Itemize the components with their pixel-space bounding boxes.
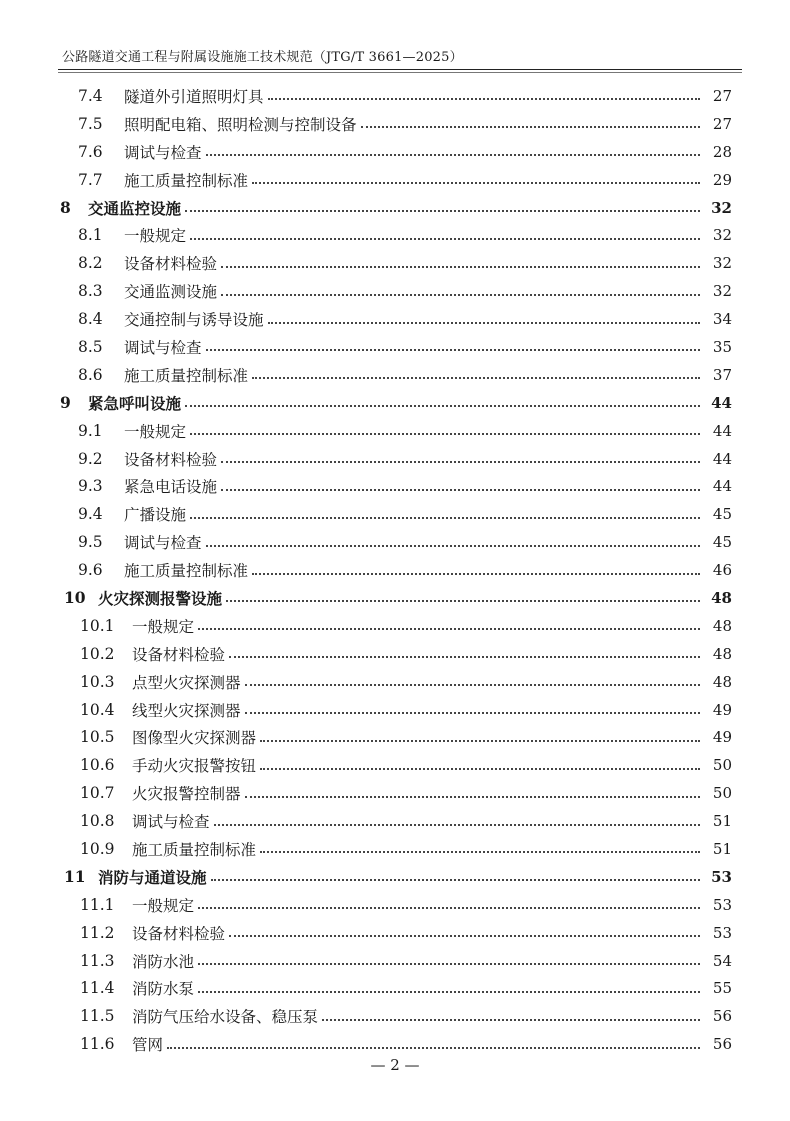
toc-entry-number: 7.7 bbox=[78, 170, 103, 189]
toc-section-entry[interactable] bbox=[0, 723, 790, 751]
toc-entry-title: 施工质量控制标准 bbox=[132, 840, 257, 859]
toc-dot-leader bbox=[268, 321, 700, 324]
toc-section-entry[interactable] bbox=[0, 333, 790, 361]
toc-dot-leader bbox=[361, 125, 700, 128]
toc-section-entry[interactable] bbox=[0, 166, 790, 194]
toc-entry-title: 调试与检查 bbox=[124, 534, 202, 553]
toc-section-entry[interactable] bbox=[0, 975, 790, 1003]
toc-entry-title: 一般规定 bbox=[124, 422, 187, 441]
toc-section-entry[interactable] bbox=[0, 668, 790, 696]
toc-entry-title: 照明配电箱、照明检测与控制设备 bbox=[124, 115, 357, 134]
toc-entry-page: 29 bbox=[712, 170, 732, 189]
toc-entry-number: 10.1 bbox=[80, 616, 115, 635]
toc-section-entry[interactable] bbox=[0, 500, 790, 528]
toc-entry-number: 9.1 bbox=[78, 421, 103, 440]
toc-entry-page: 53 bbox=[712, 895, 732, 914]
toc-section-entry[interactable] bbox=[0, 472, 790, 500]
running-header: 公路隧道交通工程与附属设施施工技术规范（JTG/T 3661—2025） bbox=[62, 50, 463, 65]
toc-dot-leader bbox=[190, 237, 700, 240]
toc-entry-page: 32 bbox=[712, 282, 732, 301]
toc-section-entry[interactable] bbox=[0, 249, 790, 277]
toc-dot-leader bbox=[221, 488, 700, 491]
toc-entry-number: 8.6 bbox=[78, 365, 103, 384]
toc-entry-page: 49 bbox=[712, 728, 732, 747]
toc-entry-page: 56 bbox=[712, 1035, 732, 1054]
toc-dot-leader bbox=[252, 572, 700, 575]
toc-section-entry[interactable] bbox=[0, 277, 790, 305]
table-of-contents bbox=[0, 82, 790, 1058]
toc-chapter-entry[interactable] bbox=[0, 863, 790, 891]
toc-dot-leader bbox=[229, 934, 700, 937]
toc-entry-title: 线型火灾探测器 bbox=[132, 701, 241, 720]
toc-section-entry[interactable] bbox=[0, 361, 790, 389]
toc-entry-number: 9.4 bbox=[78, 505, 103, 524]
toc-entry-title: 一般规定 bbox=[124, 227, 187, 246]
toc-entry-page: 44 bbox=[712, 477, 732, 496]
toc-section-entry[interactable] bbox=[0, 1030, 790, 1058]
toc-dot-leader bbox=[260, 850, 700, 853]
toc-dot-leader bbox=[245, 683, 700, 686]
toc-dot-leader bbox=[221, 265, 700, 268]
toc-entry-page: 50 bbox=[712, 784, 732, 803]
toc-entry-title: 交通监测设施 bbox=[124, 283, 218, 302]
toc-section-entry[interactable] bbox=[0, 82, 790, 110]
toc-entry-title: 点型火灾探测器 bbox=[132, 673, 241, 692]
toc-entry-page: 50 bbox=[712, 756, 732, 775]
toc-entry-page: 45 bbox=[712, 505, 732, 524]
toc-entry-number: 9.3 bbox=[78, 477, 103, 496]
toc-section-entry[interactable] bbox=[0, 779, 790, 807]
toc-entry-title: 调试与检查 bbox=[124, 143, 202, 162]
toc-entry-number: 11.2 bbox=[80, 923, 115, 942]
toc-entry-title: 交通监控设施 bbox=[88, 198, 182, 218]
toc-dot-leader bbox=[198, 906, 700, 909]
toc-dot-leader bbox=[268, 97, 700, 100]
toc-dot-leader bbox=[322, 1018, 700, 1021]
toc-entry-number: 10.8 bbox=[80, 812, 115, 831]
toc-dot-leader bbox=[198, 990, 700, 993]
toc-entry-page: 53 bbox=[711, 867, 732, 886]
toc-section-entry[interactable] bbox=[0, 445, 790, 473]
toc-entry-number: 8.1 bbox=[78, 226, 103, 245]
toc-dot-leader bbox=[260, 739, 700, 742]
toc-chapter-entry[interactable] bbox=[0, 389, 790, 417]
toc-chapter-entry[interactable] bbox=[0, 584, 790, 612]
toc-entry-page: 44 bbox=[711, 393, 732, 412]
toc-entry-title: 施工质量控制标准 bbox=[124, 171, 249, 190]
toc-entry-number: 10.2 bbox=[80, 644, 115, 663]
toc-entry-title: 隧道外引道照明灯具 bbox=[124, 87, 264, 106]
page-number: — 2 — bbox=[370, 1056, 420, 1074]
toc-entry-title: 施工质量控制标准 bbox=[124, 562, 249, 581]
toc-section-entry[interactable] bbox=[0, 138, 790, 166]
toc-dot-leader bbox=[190, 516, 700, 519]
toc-entry-title: 交通控制与诱导设施 bbox=[124, 311, 264, 330]
toc-section-entry[interactable] bbox=[0, 947, 790, 975]
toc-section-entry[interactable] bbox=[0, 528, 790, 556]
toc-entry-number: 8.2 bbox=[78, 254, 103, 273]
toc-dot-leader bbox=[206, 348, 700, 351]
toc-dot-leader bbox=[206, 544, 700, 547]
toc-entry-title: 管网 bbox=[132, 1036, 164, 1055]
toc-entry-page: 44 bbox=[712, 421, 732, 440]
toc-dot-leader bbox=[221, 293, 700, 296]
toc-entry-title: 施工质量控制标准 bbox=[124, 366, 249, 385]
toc-entry-number: 7.6 bbox=[78, 142, 103, 161]
toc-entry-number: 11.1 bbox=[80, 895, 115, 914]
toc-entry-number: 10.5 bbox=[80, 728, 115, 747]
toc-entry-page: 45 bbox=[712, 533, 732, 552]
toc-dot-leader bbox=[185, 209, 700, 212]
toc-entry-page: 34 bbox=[712, 310, 732, 329]
header-rule bbox=[58, 69, 742, 70]
toc-section-entry[interactable] bbox=[0, 919, 790, 947]
toc-entry-number: 10.9 bbox=[80, 839, 115, 858]
toc-entry-page: 27 bbox=[712, 114, 732, 133]
toc-entry-page: 27 bbox=[712, 86, 732, 105]
toc-entry-page: 54 bbox=[712, 951, 732, 970]
toc-chapter-entry[interactable] bbox=[0, 194, 790, 222]
toc-section-entry[interactable] bbox=[0, 221, 790, 249]
toc-entry-page: 56 bbox=[712, 1007, 732, 1026]
toc-entry-page: 44 bbox=[712, 449, 732, 468]
toc-entry-title: 设备材料检验 bbox=[124, 450, 218, 469]
toc-entry-number: 11.3 bbox=[80, 951, 115, 970]
toc-entry-number: 11 bbox=[64, 867, 86, 887]
toc-entry-number: 11.6 bbox=[80, 1035, 115, 1054]
header-rule-thin bbox=[58, 72, 742, 73]
toc-entry-title: 消防水泵 bbox=[132, 980, 195, 999]
toc-entry-number: 7.5 bbox=[78, 114, 103, 133]
toc-entry-page: 48 bbox=[712, 644, 732, 663]
toc-entry-number: 10 bbox=[64, 588, 86, 608]
toc-entry-page: 48 bbox=[711, 588, 732, 607]
toc-dot-leader bbox=[211, 878, 700, 881]
toc-section-entry[interactable] bbox=[0, 417, 790, 445]
toc-entry-number: 9.5 bbox=[78, 533, 103, 552]
toc-entry-title: 设备材料检验 bbox=[132, 924, 226, 943]
toc-entry-number: 9 bbox=[60, 393, 71, 413]
toc-entry-page: 37 bbox=[712, 365, 732, 384]
toc-entry-title: 火灾报警控制器 bbox=[132, 785, 241, 804]
toc-entry-page: 32 bbox=[712, 226, 732, 245]
toc-entry-number: 8.3 bbox=[78, 282, 103, 301]
toc-entry-title: 手动火灾报警按钮 bbox=[132, 757, 257, 776]
toc-entry-title: 消防水池 bbox=[132, 952, 195, 971]
toc-section-entry[interactable] bbox=[0, 807, 790, 835]
toc-entry-number: 9.6 bbox=[78, 561, 103, 580]
toc-entry-page: 32 bbox=[712, 254, 732, 273]
toc-dot-leader bbox=[245, 795, 700, 798]
toc-entry-title: 紧急电话设施 bbox=[124, 478, 218, 497]
toc-entry-number: 8.4 bbox=[78, 310, 103, 329]
toc-entry-page: 48 bbox=[712, 672, 732, 691]
toc-entry-page: 32 bbox=[711, 198, 732, 217]
toc-entry-title: 火灾探测报警设施 bbox=[98, 588, 223, 608]
toc-entry-title: 紧急呼叫设施 bbox=[88, 393, 182, 413]
toc-entry-number: 11.4 bbox=[80, 979, 115, 998]
toc-section-entry[interactable] bbox=[0, 110, 790, 138]
toc-dot-leader bbox=[206, 153, 700, 156]
toc-dot-leader bbox=[260, 767, 700, 770]
toc-entry-title: 调试与检查 bbox=[124, 338, 202, 357]
toc-section-entry[interactable] bbox=[0, 556, 790, 584]
toc-entry-title: 一般规定 bbox=[132, 896, 195, 915]
toc-section-entry[interactable] bbox=[0, 751, 790, 779]
toc-section-entry[interactable] bbox=[0, 612, 790, 640]
toc-entry-title: 设备材料检验 bbox=[124, 255, 218, 274]
toc-dot-leader bbox=[229, 655, 700, 658]
toc-entry-page: 51 bbox=[712, 839, 732, 858]
toc-entry-number: 8.5 bbox=[78, 337, 103, 356]
toc-dot-leader bbox=[252, 376, 700, 379]
toc-entry-title: 一般规定 bbox=[132, 617, 195, 636]
toc-entry-page: 28 bbox=[712, 142, 732, 161]
toc-dot-leader bbox=[252, 181, 700, 184]
toc-dot-leader bbox=[245, 711, 700, 714]
toc-entry-page: 46 bbox=[712, 561, 732, 580]
toc-entry-page: 55 bbox=[712, 979, 732, 998]
toc-section-entry[interactable] bbox=[0, 696, 790, 724]
toc-entry-title: 调试与检查 bbox=[132, 813, 210, 832]
toc-entry-page: 35 bbox=[712, 337, 732, 356]
toc-section-entry[interactable] bbox=[0, 891, 790, 919]
toc-dot-leader bbox=[190, 432, 700, 435]
toc-entry-number: 10.6 bbox=[80, 756, 115, 775]
toc-entry-title: 消防气压给水设备、稳压泵 bbox=[132, 1008, 319, 1027]
toc-entry-number: 11.5 bbox=[80, 1007, 115, 1026]
toc-entry-number: 10.7 bbox=[80, 784, 115, 803]
toc-entry-page: 51 bbox=[712, 812, 732, 831]
toc-section-entry[interactable] bbox=[0, 1002, 790, 1030]
toc-section-entry[interactable] bbox=[0, 305, 790, 333]
toc-section-entry[interactable] bbox=[0, 835, 790, 863]
toc-dot-leader bbox=[198, 962, 700, 965]
toc-section-entry[interactable] bbox=[0, 640, 790, 668]
toc-entry-page: 53 bbox=[712, 923, 732, 942]
toc-dot-leader bbox=[185, 404, 700, 407]
toc-entry-page: 48 bbox=[712, 616, 732, 635]
toc-dot-leader bbox=[167, 1046, 700, 1049]
toc-entry-number: 8 bbox=[60, 198, 71, 217]
toc-entry-title: 广播设施 bbox=[124, 506, 187, 525]
toc-entry-title: 图像型火灾探测器 bbox=[132, 729, 257, 748]
toc-dot-leader bbox=[221, 460, 700, 463]
toc-entry-number: 10.4 bbox=[80, 700, 115, 719]
toc-entry-page: 49 bbox=[712, 700, 732, 719]
toc-dot-leader bbox=[226, 599, 700, 602]
toc-dot-leader bbox=[198, 627, 700, 630]
toc-dot-leader bbox=[214, 823, 700, 826]
toc-entry-title: 消防与通道设施 bbox=[98, 867, 207, 887]
toc-entry-number: 10.3 bbox=[80, 672, 115, 691]
toc-entry-title: 设备材料检验 bbox=[132, 645, 226, 664]
toc-entry-number: 9.2 bbox=[78, 449, 103, 468]
toc-entry-number: 7.4 bbox=[78, 86, 103, 105]
